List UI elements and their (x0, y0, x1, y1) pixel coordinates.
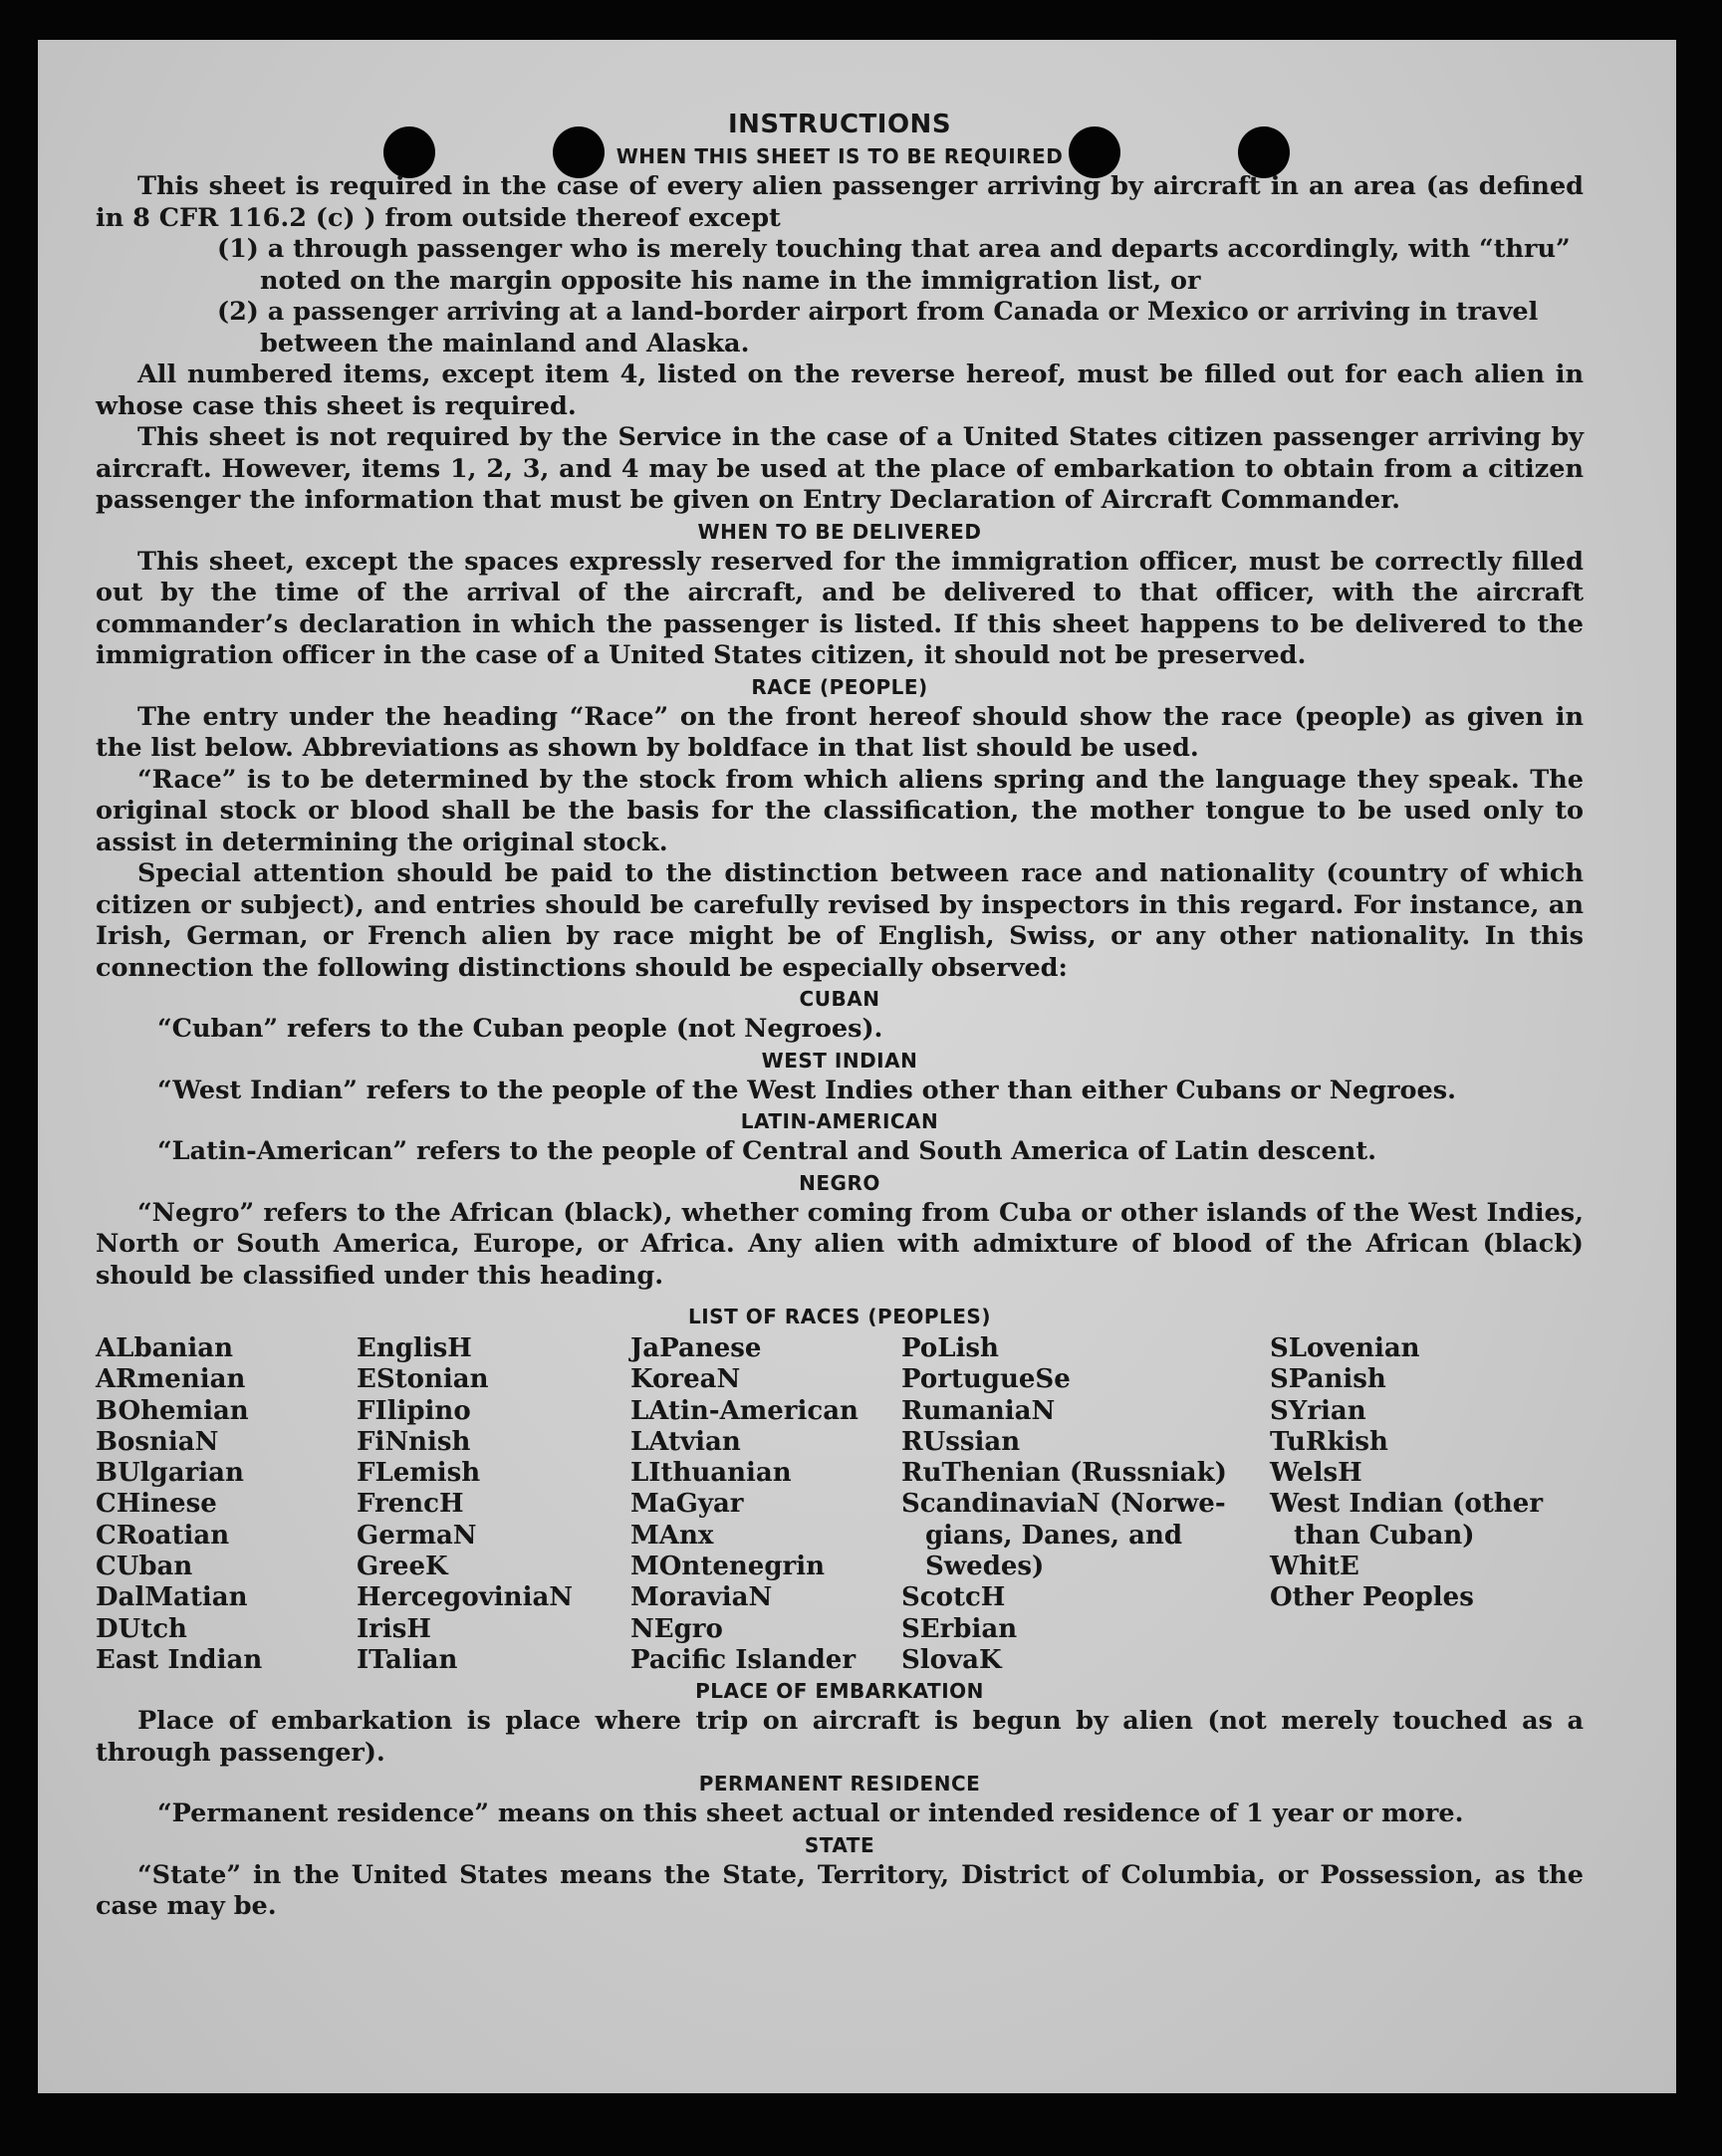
race-item: MAnx (630, 1520, 714, 1551)
race-column-5 (1270, 1333, 1569, 1676)
page-title: INSTRUCTIONS (727, 110, 952, 139)
race-item: WelsH (1270, 1458, 1362, 1489)
race-item: SlovaK (901, 1644, 1002, 1675)
race-item: East Indian (96, 1644, 263, 1675)
race-item: BUlgarian (96, 1458, 244, 1489)
heading-list-of-races: LIST OF RACES (PEOPLES) (688, 1305, 991, 1328)
race-item: EnglisH (357, 1333, 472, 1363)
heading-when-required: WHEN THIS SHEET IS TO BE REQUIRED (615, 144, 1064, 168)
race-item: FLemish (357, 1458, 481, 1489)
race-list (96, 1333, 1584, 1676)
race-item: GreeK (357, 1552, 448, 1582)
race-item: GermaN (357, 1520, 477, 1551)
race-item: ScandinaviaN (Norwe- (901, 1489, 1226, 1520)
race-item: FiNnish (357, 1426, 471, 1457)
race-item: HercegoviniaN (357, 1582, 574, 1613)
definition-cuban: “Cuban” refers to the Cuban people (not Negroes). (157, 1014, 883, 1044)
race-item: SLovenian (1270, 1333, 1420, 1363)
race-item: TuRkish (1270, 1426, 1388, 1457)
race-item: ITalian (357, 1644, 458, 1675)
instructions-content (96, 108, 1584, 1923)
race-item: LIthuanian (630, 1458, 792, 1489)
heading-cuban: CUBAN (799, 987, 880, 1011)
exception-item-2: (2) a passenger arriving at a land-border airport from Canada or Mexico or arriving in travel between the mainland and Alaska. (217, 297, 1539, 359)
race-item: EStonian (357, 1364, 489, 1395)
race-item: RumaniaN (901, 1395, 1056, 1426)
race-item-continued: Swedes) (925, 1552, 1045, 1582)
heading-west-indian: WEST INDIAN (761, 1048, 918, 1073)
race-item: BOhemian (96, 1395, 249, 1426)
race-item: FrencH (357, 1489, 464, 1520)
race-item: WhitE (1270, 1552, 1359, 1582)
race-item: DUtch (96, 1613, 187, 1644)
paragraph: This sheet, except the spaces expressly reserved for the immigration officer, must be correctly filled out by the time of the arrival of the aircraft, and be delivered to that officer, with the aircraft commander’s declaration in which the passenger is listed. If this sheet happens to be delivered to the immigration officer in the case of a United States citizen, it should not be preserved. (96, 546, 1584, 670)
race-item: SErbian (901, 1613, 1018, 1644)
race-item: CUban (96, 1552, 193, 1582)
race-item: SPanish (1270, 1364, 1386, 1395)
race-item: JaPanese (630, 1333, 762, 1363)
definition-negro: “Negro” refers to the African (black), whether coming from Cuba or other islands of the West Indies, North or South America, Europe, or Africa. Any alien with admixture of blood of the African (black) should be classified under this heading. (96, 1197, 1584, 1291)
race-item: DalMatian (96, 1582, 248, 1613)
race-item-continued: gians, Danes, and (925, 1520, 1183, 1551)
heading-permanent-residence: PERMANENT RESIDENCE (698, 1772, 981, 1797)
heading-state: STATE (804, 1832, 875, 1857)
exception-item-1: (1) a through passenger who is merely touching that area and departs accordingly, with “thru” noted on the margin opposite his name in the immigration list, or (217, 234, 1571, 296)
race-item: KoreaN (630, 1364, 741, 1395)
race-column-1 (96, 1333, 357, 1676)
race-item: LAtin-American (630, 1395, 859, 1426)
race-item: FIlipino (357, 1395, 471, 1426)
race-item: CRoatian (96, 1520, 230, 1551)
race-item: Other Peoples (1270, 1582, 1474, 1613)
race-item: ALbanian (96, 1333, 234, 1363)
race-item: NEgro (630, 1613, 723, 1644)
definition-permanent-residence: “Permanent residence” means on this sheet actual or intended residence of 1 year or more. (157, 1798, 1464, 1829)
race-item: MaGyar (630, 1489, 744, 1520)
race-item: PoLish (901, 1333, 999, 1363)
race-column-3 (630, 1333, 901, 1676)
definition-west-indian: “West Indian” refers to the people of the West Indies other than either Cubans or Negroes. (157, 1075, 1456, 1105)
race-item: IrisH (357, 1613, 431, 1644)
paragraph: “Race” is to be determined by the stock from which aliens spring and the language they speak. The original stock or blood shall be the basis for the classification, the mother tongue to be used only to assist in determining the original stock. (96, 764, 1584, 857)
heading-when-delivered: WHEN TO BE DELIVERED (697, 519, 982, 544)
heading-embarkation: PLACE OF EMBARKATION (695, 1679, 984, 1704)
race-item: RuThenian (Russniak) (901, 1458, 1227, 1489)
race-item: MOntenegrin (630, 1552, 825, 1582)
paragraph: This sheet is required in the case of every alien passenger arriving by aircraft in an area (as defined in 8 CFR 116.2 (c) ) from outside thereof except (96, 171, 1584, 233)
race-item: PortugueSe (901, 1364, 1071, 1395)
paragraph: All numbered items, except item 4, listed on the reverse hereof, must be filled out for each alien in whose case this sheet is required. (96, 359, 1584, 421)
race-item: CHinese (96, 1489, 217, 1520)
heading-negro: NEGRO (799, 1170, 880, 1195)
race-item: Pacific Islander (630, 1644, 857, 1675)
race-item: LAtvian (630, 1426, 741, 1457)
race-item: BosniaN (96, 1426, 219, 1457)
race-column-4 (901, 1333, 1270, 1676)
race-item: ScotcH (901, 1582, 1006, 1613)
race-item: MoraviaN (630, 1582, 773, 1613)
definition-latin-american: “Latin-American” refers to the people of Central and South America of Latin descent. (157, 1136, 1376, 1166)
heading-latin-american: LATIN-AMERICAN (740, 1109, 939, 1133)
paragraph: This sheet is not required by the Service in the case of a United States citizen passenger arriving by aircraft. However, items 1, 2, 3, and 4 may be used at the place of embarkation to obtain from a citizen passenger the information that must be given on Entry Declaration of Aircraft Commander. (96, 422, 1584, 515)
race-item: SYrian (1270, 1395, 1366, 1426)
definition-state: “State” in the United States means the State, Territory, District of Columbia, or Possession, as the case may be. (96, 1859, 1584, 1922)
paragraph: The entry under the heading “Race” on the front hereof should show the race (people) as given in the list below. Abbreviations as shown by boldface in that list should be used. (96, 701, 1584, 763)
race-item: West Indian (other (1270, 1489, 1544, 1520)
heading-race: RACE (PEOPLE) (751, 674, 928, 699)
race-item: ARmenian (96, 1364, 246, 1395)
race-item-continued: than Cuban) (1294, 1520, 1475, 1551)
paragraph: Special attention should be paid to the distinction between race and nationality (country of which citizen or subject), and entries should be carefully revised by inspectors in this regard. For instance, an Irish, German, or French alien by race might be of English, Swiss, or any other nationality. In this connection the following distinctions should be especially observed: (96, 858, 1584, 983)
definition-embarkation: Place of embarkation is place where trip on aircraft is begun by alien (not merely touched as a through passenger). (96, 1706, 1584, 1768)
race-item: RUssian (901, 1426, 1021, 1457)
race-column-2 (357, 1333, 630, 1676)
